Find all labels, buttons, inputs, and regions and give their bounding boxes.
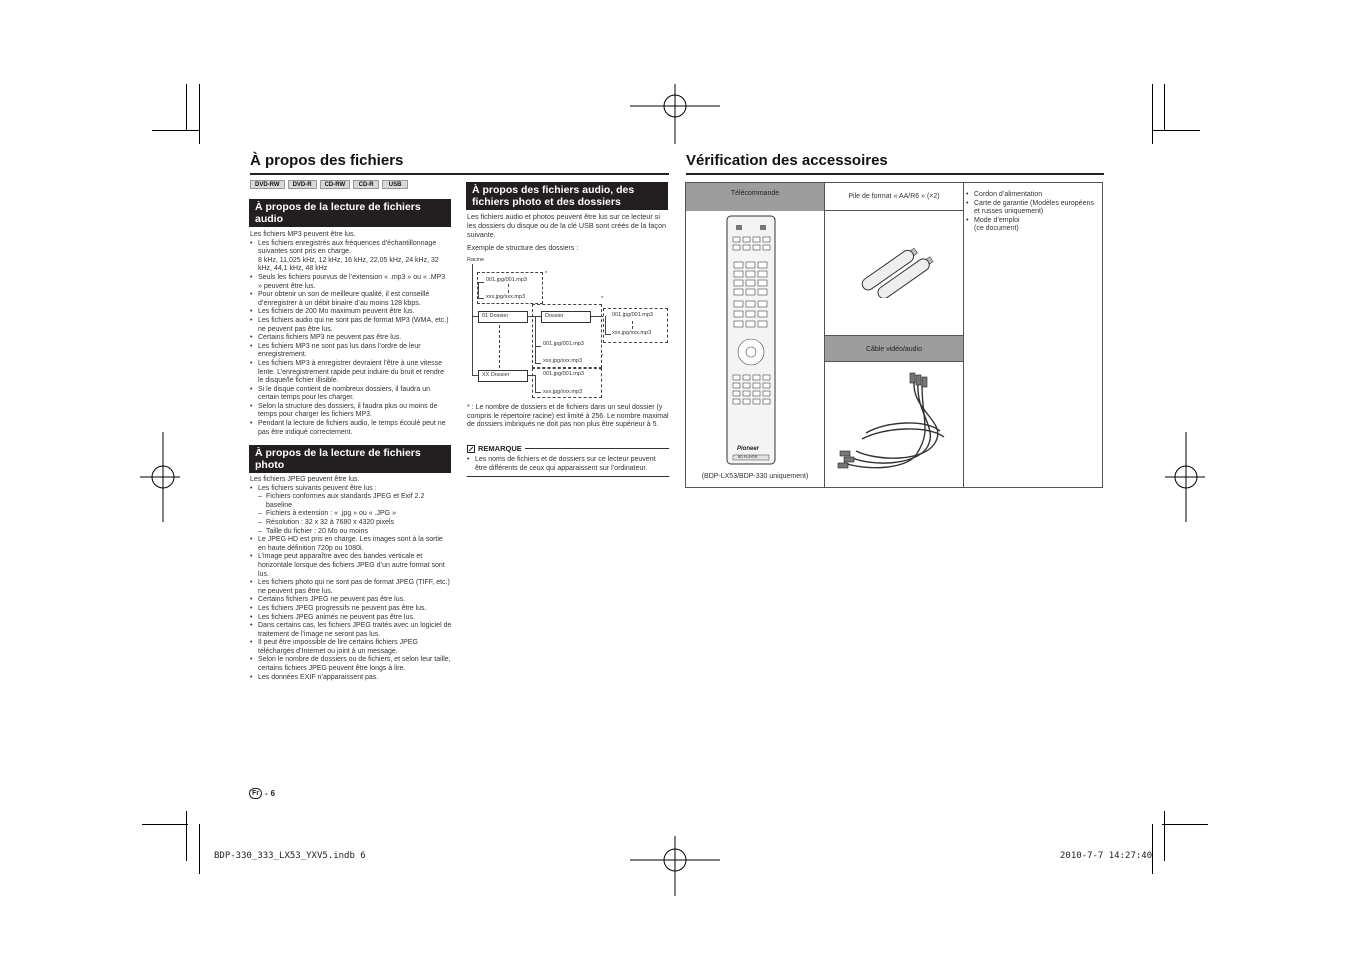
crop-mark [142, 824, 188, 825]
diagram-file-8: xxx.jpg/xxx.mp3 [543, 389, 583, 395]
remark-rule [525, 448, 669, 449]
cable-header: Câble vidéo/audio [825, 335, 963, 362]
list-item: • Les fichiers JPEG animés ne peuvent pas être lus. [250, 614, 452, 623]
folders-example-label: Exemple de structure des dossiers : [467, 245, 579, 252]
media-tags [250, 180, 408, 189]
list-item: • Les fichiers MP3 ne sont pas lus dans l’ordre de leur enregistrement. [250, 343, 450, 360]
diagram-ellipsis [508, 284, 509, 293]
diagram-star: * [601, 354, 604, 360]
list-item: • Les noms de fichiers et de dossiers sur ce lecteur peuvent être différents de ceux qui apparaissent sur l’ordinateur. [467, 456, 669, 473]
diagram-line [528, 316, 535, 317]
page-number [249, 788, 275, 799]
registration-mark-right [1165, 432, 1205, 522]
diagram-line [591, 316, 603, 317]
diagram-folder-01-label: 01 Dossier [482, 313, 509, 319]
page-number-sep: - [265, 789, 268, 798]
list-item: – Fichiers à extension : « .jpg » ou « .JPG » [258, 510, 452, 519]
crop-mark [199, 824, 200, 874]
crop-mark [1152, 130, 1200, 131]
list-item: • Selon le nombre de dossiers ou de fichiers, et selon leur taille, certains fichiers JPEG peuvent être longs à lire. [250, 656, 452, 673]
list-item: • Les fichiers enregistrés aux fréquences d’échantillonnage suivantes sont pris en charge. 8 kHz, 11,025 kHz, 12 kHz, 16 kHz, 22,05 kHz, 24 kHz, 32 kHz, 44,1 kHz, 48 kHz [250, 240, 450, 274]
photo-first-item: Les fichiers suivants peuvent être lus : [258, 484, 377, 492]
list-item: • Si le disque contient de nombreux dossiers, il faudra un certain temps pour les charger. [250, 386, 450, 403]
diagram-file-1: 001.jpg/001.mp3 [486, 277, 527, 283]
diagram-ellipsis [632, 321, 633, 329]
list-item: • Selon la structure des dossiers, il faudra plus ou moins de temps pour charger les fichiers MP3. [250, 403, 450, 420]
tag-dvd-rw: DVD-RW [250, 180, 285, 189]
photo-list-rest [250, 536, 452, 682]
audio-body [250, 231, 450, 437]
note-icon [467, 445, 475, 453]
diagram-line [535, 346, 541, 347]
list-item: • Seuls les fichiers pourvus de l’extension « .mp3 » ou « .MP3 » peuvent être lus. [250, 274, 450, 291]
diagram-star: * [599, 368, 602, 374]
section-heading-photo: À propos de la lecture de fichiers photo [249, 445, 451, 473]
list-item: • Carte de garantie (Modèles européens et russes uniquement) [966, 200, 1100, 217]
diagram-file-5: 001.jpg/001.mp3 [612, 312, 653, 318]
list-item: • Dans certains cas, les fichiers JPEG traités avec un logiciel de traitement de l’image ne seront pas lus. [250, 622, 452, 639]
diagram-file-2: xxx.jpg/xxx.mp3 [486, 294, 526, 300]
tag-cd-rw: CD-RW [320, 180, 351, 189]
diagram-line [478, 298, 484, 299]
crop-mark [186, 811, 187, 861]
photo-list [250, 485, 452, 537]
remote-brand: Pioneer [737, 446, 760, 452]
list-item: • Les fichiers photo qui ne sont pas de format JPEG (TIFF, etc.) ne peuvent pas être lus. [250, 579, 452, 596]
footer-date-slug: 2010-7-7 14:27:40 [1060, 851, 1153, 861]
list-item: • Pour obtenir un son de meilleure qualité, il est conseillé d’enregistrer à un débit binaire d’au moins 128 kbps. [250, 291, 450, 308]
remote-sub: BD PLAYER [738, 455, 758, 459]
list-item: – Taille du fichier : 20 Mo ou moins [258, 528, 452, 537]
diagram-line [535, 375, 536, 392]
list-item: • Cordon d’alimentation [966, 191, 1100, 200]
list-item: • Les fichiers JPEG progressifs ne peuvent pas être lus. [250, 605, 452, 614]
diagram-line [535, 363, 541, 364]
list-item: • Pendant la lecture de fichiers audio, le temps écoulé peut ne pas être indiqué correctement. [250, 420, 450, 437]
remark-body [467, 456, 669, 473]
diagram-file-7: 001.jpg/001.mp3 [543, 371, 584, 377]
page-number-value: 6 [270, 789, 276, 798]
diagram-folder-xx-label: XX Dossier [482, 372, 510, 378]
audio-list [250, 240, 450, 438]
registration-mark-bottom [630, 836, 720, 896]
battery-header: Pile de format « AA/R6 » (×2) [825, 183, 963, 211]
tag-dvd-r: DVD-R [288, 180, 317, 189]
diagram-line [535, 392, 541, 393]
diagram-star: * [601, 296, 604, 302]
accessories-table [685, 182, 1103, 488]
list-item: • Mode d’emploi (ce document) [966, 217, 1100, 234]
photo-intro: Les fichiers JPEG peuvent être lus. [250, 476, 360, 483]
remote-control-image [726, 215, 776, 465]
folders-para: Les fichiers audio et photos peuvent être lus sur ce lecteur si les dossiers du disque ou de la clé USB sont créés de la façon suivante. [467, 212, 666, 239]
diagram-root: Racine [467, 257, 485, 263]
photo-sub-list [258, 493, 452, 536]
accessories-list [966, 191, 1100, 234]
list-item: • L’image peut apparaître avec des bandes verticale et horizontale lorsque des fichiers JPEG d’un autre format sont lus. [250, 553, 452, 579]
list-item: • Certains fichiers JPEG ne peuvent pas être lus. [250, 596, 452, 605]
title-rule [686, 173, 1104, 175]
crop-mark [186, 84, 187, 130]
crop-mark [152, 130, 200, 131]
crop-mark [199, 84, 200, 144]
diagram-subfolder-label: Dossier [545, 313, 564, 319]
list-item: • Les données EXIF n’apparaissent pas. [250, 674, 452, 683]
diagram-line [478, 282, 479, 299]
list-item: • Il peut être impossible de lire certains fichiers JPEG téléchargés d’Internet ou joint à un message. [250, 639, 452, 656]
tag-cd-r: CD-R [353, 180, 379, 189]
lang-badge: Fr [249, 788, 262, 799]
section-heading-audio: À propos de la lecture de fichiers audio [249, 199, 451, 227]
other-accessories [966, 191, 1100, 234]
title-rule [250, 173, 669, 175]
col-divider [963, 183, 964, 487]
diagram-file-6: xxx.jpg/xxx.mp3 [612, 330, 652, 336]
remark-title: REMARQUE [478, 444, 522, 453]
diagram-ellipsis [499, 325, 500, 368]
section-heading-folders: À propos des fichiers audio, des fichiers photo et des dossiers [466, 182, 668, 210]
audio-intro: Les fichiers MP3 peuvent être lus. [250, 231, 356, 238]
diagram-file-4: xxx.jpg/xxx.mp3 [543, 358, 583, 364]
page-title-accessories: Vérification des accessoires [686, 152, 888, 169]
list-item: • Certains fichiers MP3 ne peuvent pas être lus. [250, 334, 450, 343]
diagram-line [535, 316, 541, 317]
batteries-image [851, 248, 941, 298]
tag-usb: USB [382, 180, 408, 189]
crop-mark [1152, 84, 1153, 144]
remark-bottom-rule [467, 476, 669, 477]
registration-mark-left [140, 432, 180, 522]
diagram-line [605, 334, 611, 335]
diagram-star: * [545, 271, 548, 277]
diagram-line [605, 316, 606, 334]
page-title-files: À propos des fichiers [250, 152, 404, 169]
crop-mark [1164, 811, 1165, 861]
remark-header [467, 444, 669, 453]
crop-mark [1152, 824, 1153, 874]
photo-body [250, 476, 452, 682]
av-cable-image [836, 371, 956, 477]
diagram-line [528, 375, 535, 376]
list-item: – Résolution : 32 x 32 à 7680 x 4320 pixels [258, 519, 452, 528]
crop-mark [1164, 84, 1165, 130]
list-item: – Fichiers conformes aux standards JPEG et Exif 2.2 baseline [258, 493, 452, 510]
diagram-line [535, 316, 536, 364]
list-item: • Le JPEG HD est pris en charge. Les images sont à la sortie en haute définition 720p ou 1080i. [250, 536, 452, 553]
footer-file-slug: BDP-330_333_LX53_YXV5.indb 6 [214, 851, 366, 861]
crop-mark [1162, 824, 1208, 825]
list-item [250, 485, 452, 537]
remote-header: Télécommande [686, 183, 824, 211]
diagram-line [472, 264, 473, 376]
folders-footnote: * : Le nombre de dossiers et de fichiers dans un seul dossier (y compris le répertoire racine) est limité à 256. Le nombre maximal de dossiers imbriqués ne doit pas non plus être supérieur à 5. [467, 404, 669, 429]
registration-mark-top [630, 84, 720, 144]
diagram-file-3: 001.jpg/001.mp3 [543, 341, 584, 347]
remote-footer-note: (BDP-LX53/BDP-330 uniquement) [701, 473, 809, 480]
list-item: • Les fichiers de 200 Mo maximum peuvent être lus. [250, 308, 450, 317]
list-item: • Les fichiers audio qui ne sont pas de format MP3 (WMA, etc.) ne peuvent pas être lus. [250, 317, 450, 334]
list-item: • Les fichiers MP3 à enregistrer devraient l’être à une vitesse lente. L’enregistrement rapide peut induire du bruit et rendre le disque/le fichier illisible. [250, 360, 450, 386]
